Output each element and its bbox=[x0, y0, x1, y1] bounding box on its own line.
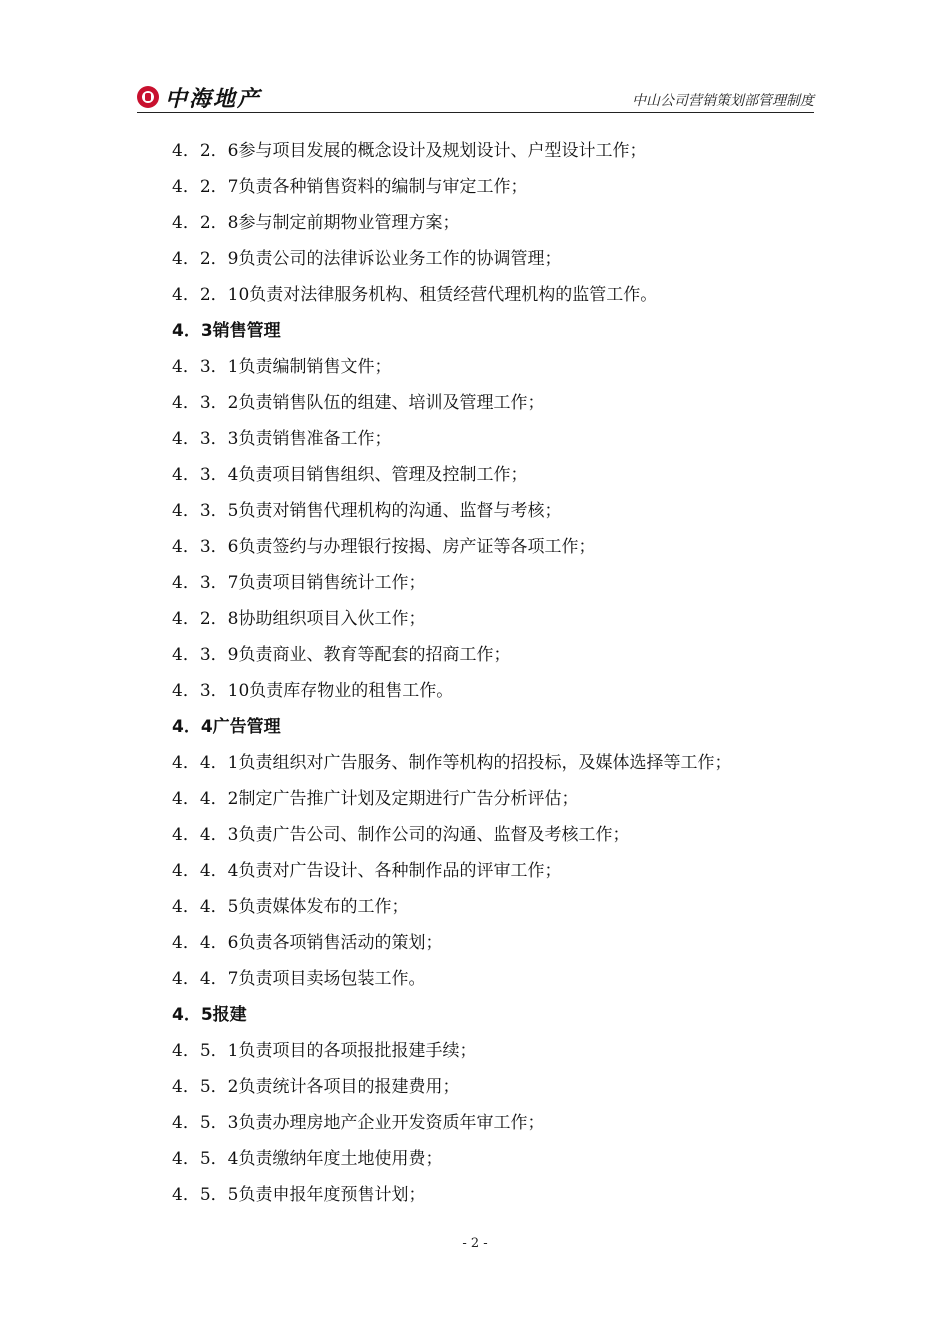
list-item: 4．3．1负责编制销售文件； bbox=[172, 357, 392, 377]
list-item: 4．4．6负责各项销售活动的策划； bbox=[172, 933, 443, 953]
list-item: 4．5．5负责申报年度预售计划； bbox=[172, 1185, 426, 1205]
list-item: 4．2．9负责公司的法律诉讼业务工作的协调管理； bbox=[172, 249, 562, 269]
list-item: 4．4．4负责对广告设计、各种制作品的评审工作； bbox=[172, 861, 562, 881]
list-item: 4．3．2负责销售队伍的组建、培训及管理工作； bbox=[172, 393, 545, 413]
list-item: 4．5．1负责项目的各项报批报建手续； bbox=[172, 1041, 477, 1061]
section-heading: 4．5报建 bbox=[172, 1005, 247, 1025]
list-item: 4．3．5负责对销售代理机构的沟通、监督与考核； bbox=[172, 501, 562, 521]
page-number: - 2 - bbox=[462, 1236, 488, 1251]
list-item: 4．2．7负责各种销售资料的编制与审定工作； bbox=[172, 177, 528, 197]
list-item: 4．2．8协助组织项目入伙工作； bbox=[172, 609, 426, 629]
section-heading: 4．3销售管理 bbox=[172, 321, 281, 341]
list-item: 4．3．9负责商业、教育等配套的招商工作； bbox=[172, 645, 511, 665]
list-item: 4．4．3负责广告公司、制作公司的沟通、监督及考核工作； bbox=[172, 825, 630, 845]
list-item: 4．3．10负责库存物业的租售工作。 bbox=[172, 681, 454, 701]
list-item: 4．5．3负责办理房地产企业开发资质年审工作； bbox=[172, 1113, 545, 1133]
list-item: 4．2．10负责对法律服务机构、租赁经营代理机构的监管工作。 bbox=[172, 285, 658, 305]
document-title: 中山公司营销策划部管理制度 bbox=[632, 93, 814, 109]
list-item: 4．3．7负责项目销售统计工作； bbox=[172, 573, 426, 593]
list-item: 4．3．3负责销售准备工作； bbox=[172, 429, 392, 449]
list-item: 4．2．8参与制定前期物业管理方案； bbox=[172, 213, 460, 233]
list-item: 4．3．4负责项目销售组织、管理及控制工作； bbox=[172, 465, 528, 485]
list-item: 4．3．6负责签约与办理银行按揭、房产证等各项工作； bbox=[172, 537, 596, 557]
document-body bbox=[172, 136, 812, 1216]
list-item: 4．2．6参与项目发展的概念设计及规划设计、户型设计工作； bbox=[172, 141, 647, 161]
list-item: 4．4．1负责组织对广告服务、制作等机构的招投标，及媒体选择等工作； bbox=[172, 753, 732, 773]
list-item: 4．5．2负责统计各项目的报建费用； bbox=[172, 1077, 460, 1097]
list-item: 4．4．2制定广告推广计划及定期进行广告分析评估； bbox=[172, 789, 579, 809]
list-item: 4．5．4负责缴纳年度土地使用费； bbox=[172, 1149, 443, 1169]
list-item: 4．4．5负责媒体发布的工作； bbox=[172, 897, 409, 917]
page-header bbox=[137, 84, 814, 114]
logo-emblem-icon bbox=[137, 86, 159, 108]
section-heading: 4．4广告管理 bbox=[172, 717, 281, 737]
list-item: 4．4．7负责项目卖场包装工作。 bbox=[172, 969, 426, 989]
header-divider bbox=[137, 112, 814, 113]
logo-text: 中海地产 bbox=[165, 86, 262, 112]
company-logo bbox=[137, 84, 261, 110]
